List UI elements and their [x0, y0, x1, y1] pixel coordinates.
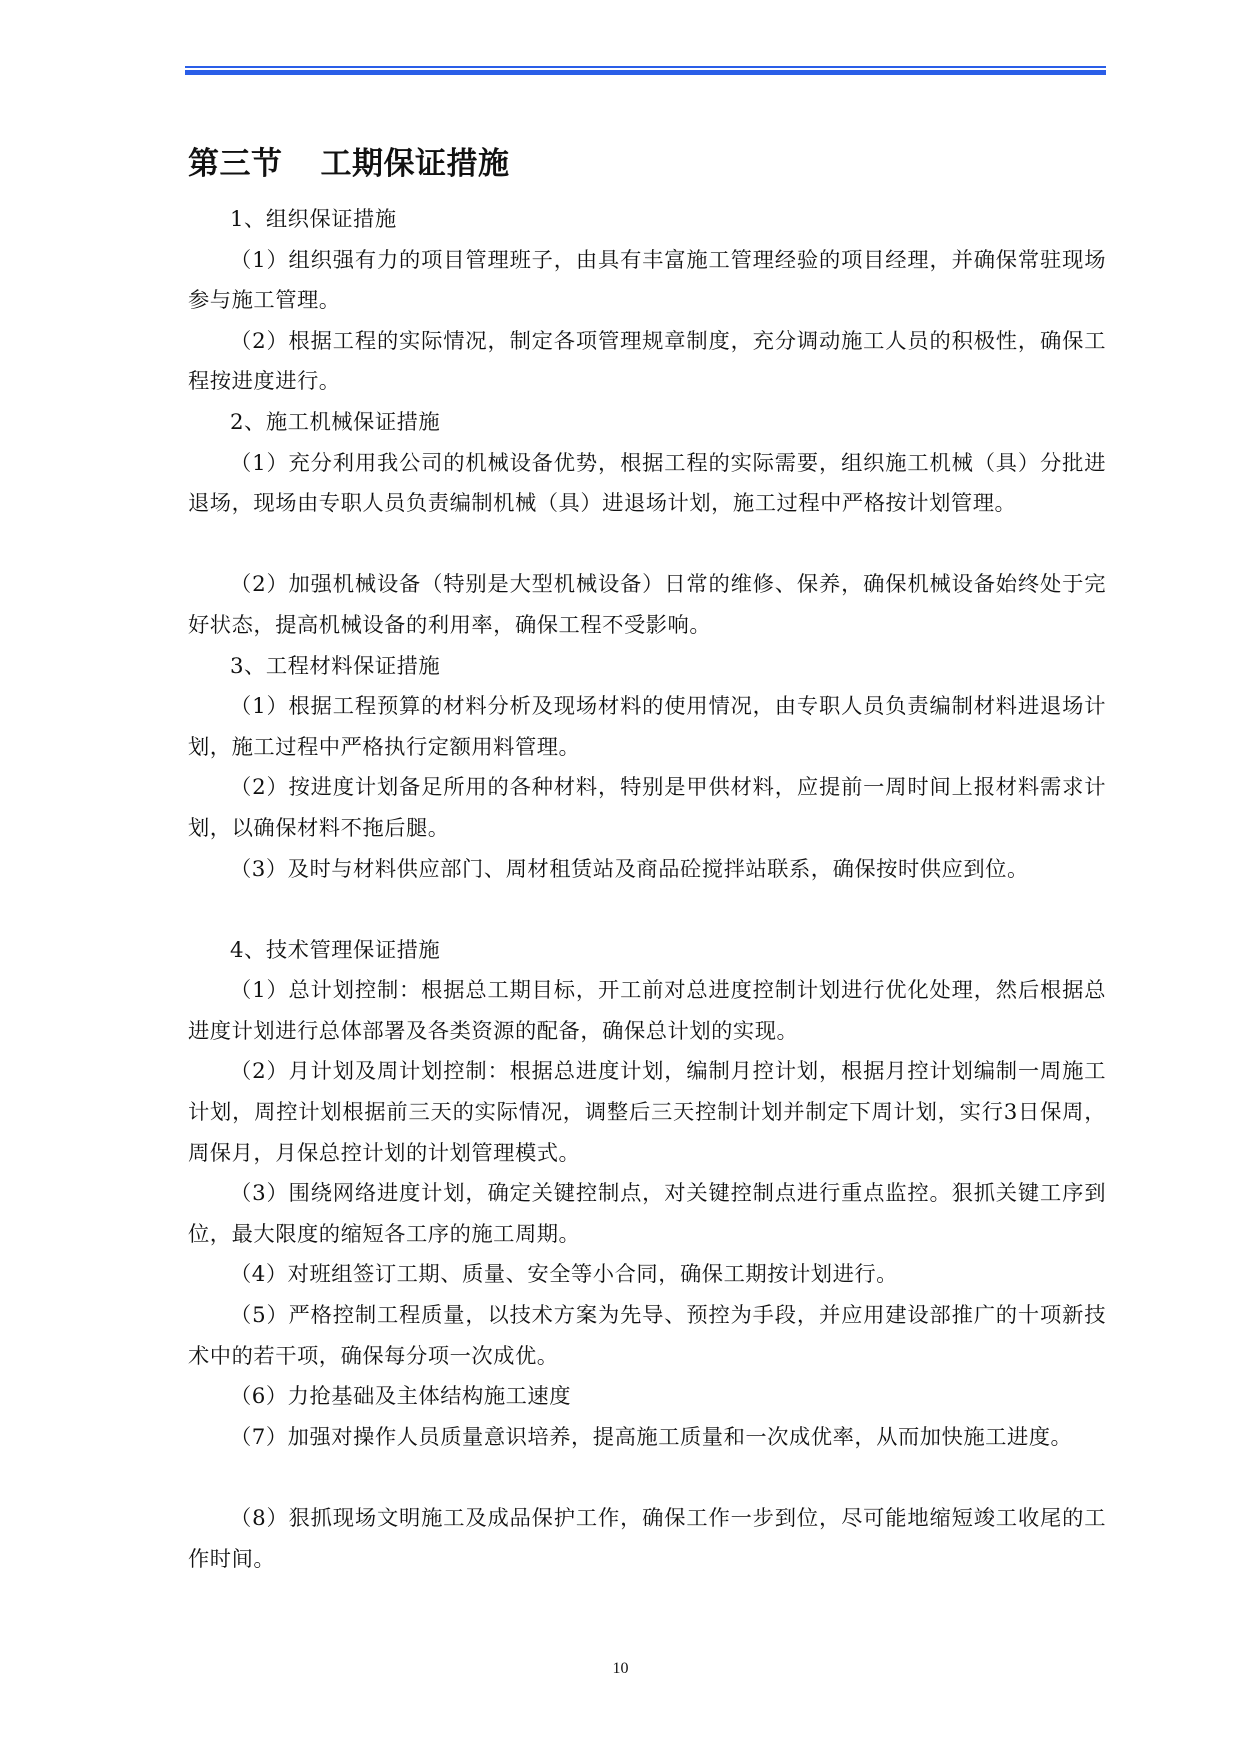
paragraph: （6）力抢基础及主体结构施工速度: [230, 1384, 572, 1410]
paragraph: （2）根据工程的实际情况，制定各项管理规章制度，充分调动施工人员的积极性，确保工程按进度进行。: [188, 328, 1106, 395]
paragraph: （1）充分利用我公司的机械设备优势，根据工程的实际需要，组织施工机械（具）分批进退场，现场由专职人员负责编制机械（具）进退场计划，施工过程中严格按计划管理。: [188, 450, 1106, 517]
section-heading: 工期保证措施: [320, 146, 510, 182]
paragraph: （2）月计划及周计划控制：根据总进度计划，编制月控计划，根据月控计划编制一周施工计划，周控计划根据前三天的实际情况，调整后三天控制计划并制定下周计划，实行3日保周，周保月，月保总控计划的计划管理模式。: [188, 1059, 1106, 1166]
paragraph: （8）狠抓现场文明施工及成品保护工作，确保工作一步到位，尽可能地缩短竣工收尾的工作时间。: [188, 1506, 1106, 1572]
paragraph: （4）对班组签订工期、质量、安全等小合同，确保工期按计划进行。: [230, 1262, 898, 1288]
paragraph: （5）严格控制工程质量，以技术方案为先导、预控为手段，并应用建设部推广的十项新技术中的若干项，确保每分项一次成优。: [188, 1303, 1106, 1369]
heading-technical: 4、技术管理保证措施: [230, 937, 441, 963]
paragraph: （2）加强机械设备（特别是大型机械设备）日常的维修、保养，确保机械设备始终处于完好状态，提高机械设备的利用率，确保工程不受影响。: [188, 572, 1106, 638]
section-number: 第三节: [188, 146, 283, 182]
heading-materials: 3、工程材料保证措施: [230, 653, 441, 679]
section-title: [188, 136, 1106, 192]
heading-machinery: 2、施工机械保证措施: [230, 409, 441, 435]
document-body: [188, 136, 1106, 1580]
heading-organization: 1、组织保证措施: [230, 207, 397, 232]
header-rule-thick-line: [185, 70, 1106, 75]
page-number: 10: [612, 1660, 629, 1677]
paragraph: （1）总计划控制：根据总工期目标，开工前对总进度控制计划进行优化处理，然后根据总进度计划进行总体部署及各类资源的配备，确保总计划的实现。: [188, 978, 1106, 1044]
paragraph: （1）根据工程预算的材料分析及现场材料的使用情况，由专职人员负责编制材料进退场计划，施工过程中严格执行定额用料管理。: [188, 694, 1106, 760]
header-rule-thin-line: [185, 66, 1106, 68]
paragraph: （3）围绕网络进度计划，确定关键控制点，对关键控制点进行重点监控。狠抓关键工序到位，最大限度的缩短各工序的施工周期。: [188, 1181, 1106, 1247]
paragraph: （1）组织强有力的项目管理班子，由具有丰富施工管理经验的项目经理，并确保常驻现场参与施工管理。: [188, 247, 1106, 314]
paragraph: （3）及时与材料供应部门、周材租赁站及商品砼搅拌站联系，确保按时供应到位。: [230, 856, 1029, 882]
paragraph: （7）加强对操作人员质量意识培养，提高施工质量和一次成优率，从而加快施工进度。: [230, 1424, 1073, 1450]
paragraph: （2）按进度计划备足所用的各种材料，特别是甲供材料，应提前一周时间上报材料需求计划，以确保材料不拖后腿。: [188, 775, 1106, 841]
header-rule: [185, 66, 1106, 75]
